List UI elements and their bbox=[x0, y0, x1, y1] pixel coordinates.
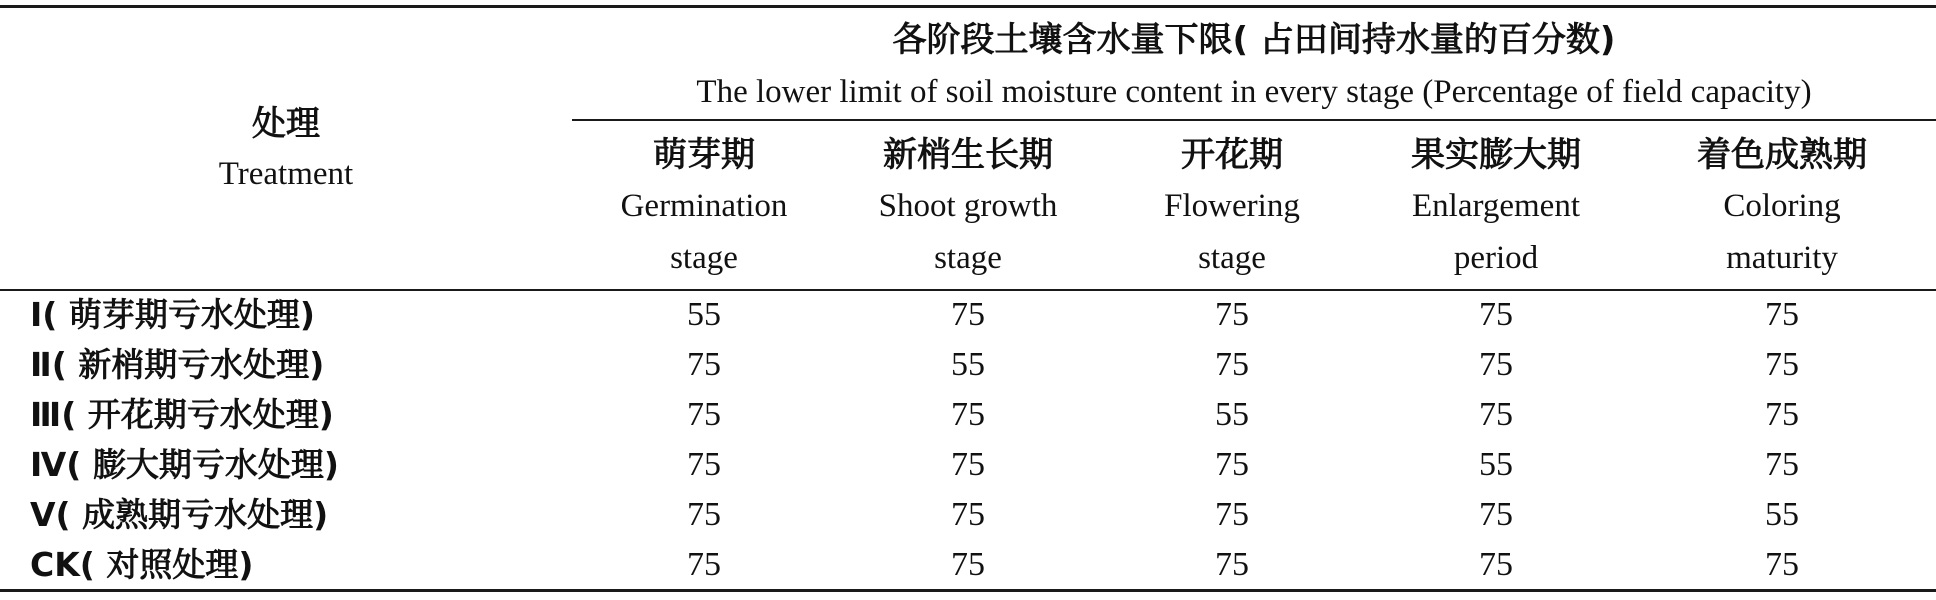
table-cell: 55 bbox=[951, 346, 985, 383]
group-header-zh: 各阶段土壤含水量下限( 占田间持水量的百分数) bbox=[892, 20, 1616, 60]
col-flowering-zh: 开花期 bbox=[1181, 135, 1283, 175]
col-coloring-en2: maturity bbox=[1726, 240, 1838, 276]
row-label: Ⅱ( 新梢期亏水处理) bbox=[30, 345, 325, 384]
table-cell: 75 bbox=[1215, 346, 1249, 383]
col-enlargement-zh: 果实膨大期 bbox=[1411, 135, 1581, 175]
col-shoot-growth-en1: Shoot growth bbox=[878, 188, 1058, 224]
row-label: Ⅳ( 膨大期亏水处理) bbox=[30, 445, 339, 484]
group-header-rule bbox=[572, 119, 1936, 121]
table-cell: 75 bbox=[687, 346, 721, 383]
table-cell: 75 bbox=[1479, 346, 1513, 383]
col-enlargement-en1: Enlargement bbox=[1412, 188, 1580, 224]
table-cell: 75 bbox=[1479, 296, 1513, 333]
table-cell: 75 bbox=[951, 396, 985, 433]
col-flowering-en2: stage bbox=[1198, 240, 1266, 276]
table-cell: 55 bbox=[687, 296, 721, 333]
table-cell: 75 bbox=[1215, 446, 1249, 483]
table-cell: 75 bbox=[951, 446, 985, 483]
top-rule bbox=[0, 5, 1936, 8]
col-shoot-growth-zh: 新梢生长期 bbox=[883, 135, 1053, 175]
table-cell: 75 bbox=[687, 396, 721, 433]
table-cell: 75 bbox=[1479, 396, 1513, 433]
table-cell: 75 bbox=[1479, 496, 1513, 533]
col-enlargement-en2: period bbox=[1453, 240, 1539, 276]
table-cell: 75 bbox=[687, 546, 721, 583]
treatment-header-zh: 处理 bbox=[252, 104, 320, 144]
row-label: Ⅴ( 成熟期亏水处理) bbox=[30, 495, 329, 534]
table-cell: 75 bbox=[1479, 546, 1513, 583]
col-coloring-en1: Coloring bbox=[1723, 188, 1841, 224]
col-germination-zh: 萌芽期 bbox=[653, 135, 755, 175]
table-cell: 75 bbox=[1215, 296, 1249, 333]
col-coloring-zh: 着色成熟期 bbox=[1697, 135, 1867, 175]
col-germination-en1: Germination bbox=[620, 188, 788, 224]
table-cell: 55 bbox=[1479, 446, 1513, 483]
table-cell: 75 bbox=[1765, 396, 1799, 433]
table-cell: 75 bbox=[1765, 296, 1799, 333]
table-cell: 75 bbox=[951, 496, 985, 533]
table-cell: 75 bbox=[1765, 446, 1799, 483]
table-cell: 75 bbox=[951, 546, 985, 583]
table-cell: 75 bbox=[1215, 546, 1249, 583]
row-label: CK( 对照处理) bbox=[30, 545, 254, 584]
group-header-en: The lower limit of soil moisture content in every stage (Percentage of field capacity) bbox=[696, 74, 1812, 110]
table-cell: 75 bbox=[1765, 546, 1799, 583]
treatment-header-en: Treatment bbox=[218, 156, 354, 192]
table-cell: 55 bbox=[1765, 496, 1799, 533]
row-label: Ⅰ( 萌芽期亏水处理) bbox=[30, 295, 315, 334]
table-cell: 75 bbox=[687, 496, 721, 533]
table-cell: 75 bbox=[687, 446, 721, 483]
col-shoot-growth-en2: stage bbox=[934, 240, 1002, 276]
table-cell: 75 bbox=[1215, 496, 1249, 533]
table-cell: 75 bbox=[951, 296, 985, 333]
col-flowering-en1: Flowering bbox=[1164, 188, 1300, 224]
col-germination-en2: stage bbox=[670, 240, 738, 276]
table-cell: 75 bbox=[1765, 346, 1799, 383]
row-label: Ⅲ( 开花期亏水处理) bbox=[30, 395, 334, 434]
table-cell: 55 bbox=[1215, 396, 1249, 433]
